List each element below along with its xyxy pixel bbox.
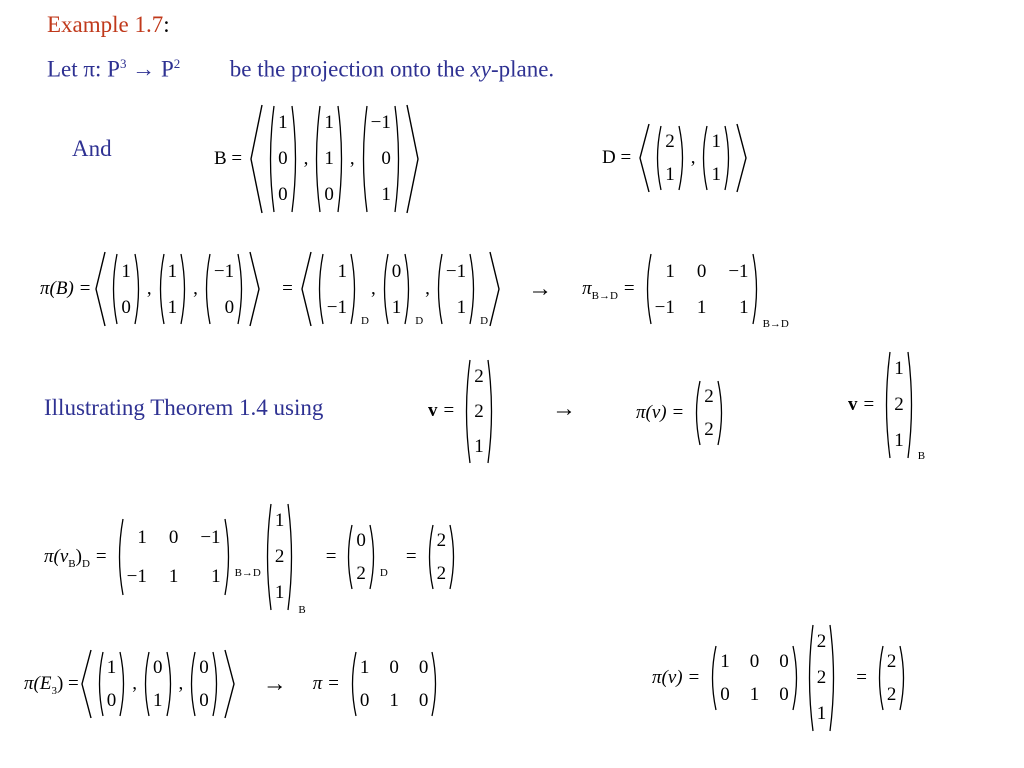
paren-right-icon bbox=[899, 645, 908, 711]
matrix bbox=[115, 518, 233, 596]
matrix-cell: 1 bbox=[456, 296, 467, 318]
column-vector bbox=[109, 253, 143, 325]
matrix-cell: 0 bbox=[199, 656, 209, 678]
matrix-cell: 1 bbox=[211, 565, 221, 587]
pi-b-matrix-eq: = bbox=[623, 278, 635, 299]
matrix-grid bbox=[434, 524, 450, 590]
paren-right-icon bbox=[287, 503, 296, 611]
pi-b-eq: = bbox=[282, 278, 293, 299]
subscript: D bbox=[480, 315, 489, 327]
column-vector bbox=[95, 651, 129, 717]
pi-vb-eq2: = bbox=[325, 546, 337, 567]
comma: , bbox=[425, 278, 430, 299]
paren-left-icon bbox=[156, 253, 165, 325]
matrix-cell: 1 bbox=[816, 703, 827, 724]
paren-left-icon bbox=[699, 125, 708, 191]
title-text: Example 1.7 bbox=[47, 12, 164, 37]
column-vector bbox=[263, 503, 297, 611]
matrix-cell: 1 bbox=[168, 565, 179, 587]
paren-right-icon bbox=[119, 651, 128, 717]
matrix-cell: 1 bbox=[106, 656, 117, 678]
matrix-cell: 1 bbox=[739, 296, 749, 318]
paren-left-icon bbox=[653, 125, 662, 191]
paren-right-icon bbox=[212, 651, 221, 717]
matrix-cell: 0 bbox=[224, 296, 235, 318]
comma: , bbox=[303, 148, 309, 169]
paren-right-icon bbox=[907, 351, 916, 459]
matrix-grid bbox=[717, 645, 792, 711]
column-vector bbox=[315, 253, 359, 325]
matrix-cell: 2 bbox=[886, 650, 897, 672]
angle-right-icon bbox=[223, 648, 237, 720]
matrix-grid bbox=[701, 380, 717, 446]
matrix-cell: 1 bbox=[665, 163, 675, 185]
pi-vb-result-d-sub: D bbox=[379, 567, 388, 579]
matrix-grid bbox=[814, 624, 830, 732]
paren-left-icon bbox=[359, 105, 368, 213]
paren-right-icon bbox=[724, 125, 733, 191]
matrix-cell: 1 bbox=[894, 430, 904, 451]
matrix-cell: 2 bbox=[436, 562, 447, 584]
arrow-2: → bbox=[552, 396, 576, 422]
matrix-cell: 1 bbox=[274, 510, 285, 531]
column-vector bbox=[425, 524, 459, 590]
paren-left-icon bbox=[380, 253, 389, 325]
final-vector bbox=[803, 624, 841, 732]
paren-left-icon bbox=[805, 624, 814, 732]
pi-vb-vector bbox=[261, 503, 299, 611]
pi-vb-matrix-sub: B→D bbox=[234, 567, 261, 579]
final-matrix bbox=[706, 645, 803, 711]
matrix-cell: 0 bbox=[779, 683, 789, 705]
matrix-cell: 0 bbox=[153, 656, 163, 678]
v-def-label: v bbox=[428, 400, 438, 421]
matrix-cell: 1 bbox=[749, 683, 760, 705]
matrix-grid bbox=[118, 253, 134, 325]
pi-b-matrix-sub: B→D bbox=[762, 318, 789, 330]
paren-left-icon bbox=[643, 253, 652, 325]
pi-vb-result bbox=[423, 524, 461, 590]
angle-right-icon bbox=[735, 122, 749, 194]
matrix-cell: 2 bbox=[474, 365, 484, 387]
matrix-cell: −1 bbox=[213, 260, 235, 282]
subscript: D bbox=[415, 315, 424, 327]
matrix-grid bbox=[124, 518, 224, 596]
angle-left-icon bbox=[248, 103, 264, 215]
column-vector bbox=[380, 253, 414, 325]
matrix-cell: 1 bbox=[337, 260, 348, 282]
matrix-cell: 0 bbox=[359, 689, 370, 711]
paren-left-icon bbox=[692, 380, 701, 446]
matrix-grid bbox=[275, 105, 291, 213]
v-b-eq: = bbox=[863, 394, 875, 415]
matrix-cell: 0 bbox=[418, 689, 429, 711]
basis-b-vectors bbox=[264, 105, 405, 213]
final-row bbox=[652, 622, 910, 734]
matrix-cell: 0 bbox=[324, 184, 334, 205]
basis-d-label: D = bbox=[602, 147, 632, 168]
matrix-cell: 1 bbox=[711, 130, 721, 152]
paren-left-icon bbox=[109, 253, 118, 325]
matrix-cell: 1 bbox=[720, 650, 730, 672]
matrix-cell: 0 bbox=[696, 260, 707, 282]
paren-right-icon bbox=[752, 253, 761, 325]
title-colon: : bbox=[163, 12, 170, 37]
matrix-cell: 0 bbox=[168, 526, 179, 548]
v-def-eq: = bbox=[443, 400, 455, 421]
matrix-cell: 1 bbox=[696, 296, 707, 318]
comma: , bbox=[132, 673, 137, 694]
paren-left-icon bbox=[95, 651, 104, 717]
matrix-cell: −1 bbox=[126, 565, 147, 587]
paren-left-icon bbox=[875, 645, 884, 711]
matrix-cell: 1 bbox=[153, 689, 163, 711]
final-eq: = bbox=[856, 667, 867, 688]
comma: , bbox=[146, 278, 152, 299]
matrix-grid bbox=[443, 253, 469, 325]
matrix-cell: 2 bbox=[816, 631, 827, 652]
matrix-grid bbox=[165, 253, 181, 325]
pi-e3-matrix bbox=[346, 651, 443, 717]
pi-e3-pi-label: π = bbox=[312, 673, 340, 694]
matrix-grid bbox=[389, 253, 405, 325]
matrix-grid bbox=[321, 105, 337, 213]
matrix-grid bbox=[104, 651, 120, 717]
matrix-cell: 2 bbox=[894, 394, 904, 415]
matrix-cell: 2 bbox=[474, 400, 484, 422]
matrix-cell: 2 bbox=[665, 130, 675, 152]
paren-left-icon bbox=[434, 253, 443, 325]
matrix-cell: 0 bbox=[779, 650, 789, 672]
comma: , bbox=[349, 148, 355, 169]
pi-v bbox=[636, 380, 728, 446]
v-b bbox=[848, 350, 925, 460]
column-vector bbox=[434, 253, 478, 325]
matrix-cell: 2 bbox=[274, 546, 285, 567]
matrix-grid bbox=[368, 105, 394, 213]
paren-left-icon bbox=[462, 359, 471, 464]
matrix-cell: −1 bbox=[445, 260, 467, 282]
paren-left-icon bbox=[312, 105, 321, 213]
matrix-grid bbox=[662, 125, 678, 191]
column-vector bbox=[653, 125, 687, 191]
angle-left-icon bbox=[93, 250, 107, 328]
matrix-cell: 0 bbox=[418, 656, 429, 678]
matrix-cell: 0 bbox=[391, 260, 402, 282]
subscript: D bbox=[361, 315, 369, 327]
paren-right-icon bbox=[166, 651, 175, 717]
intro-sup1: 3 bbox=[119, 56, 127, 71]
pi-b-matrix-label-sub: B→D bbox=[591, 290, 618, 302]
angle-left-icon bbox=[299, 250, 313, 328]
paren-right-icon bbox=[337, 105, 346, 213]
matrix-cell: 1 bbox=[894, 358, 904, 379]
intro-tail: be the projection onto the bbox=[229, 56, 471, 82]
column-vector bbox=[882, 351, 916, 459]
paren-left-icon bbox=[141, 651, 150, 717]
pi-vb-eq: = bbox=[95, 546, 107, 567]
matrix-grid bbox=[652, 253, 752, 325]
paren-right-icon bbox=[431, 651, 440, 717]
pi-b-arrow: → bbox=[528, 275, 553, 302]
pi-vb-result-d bbox=[342, 524, 380, 590]
matrix-cell: 1 bbox=[167, 260, 178, 282]
paren-left-icon bbox=[708, 645, 717, 711]
matrix bbox=[643, 253, 761, 325]
pi-v-vector bbox=[690, 380, 728, 446]
column-vector bbox=[699, 125, 733, 191]
matrix-grid bbox=[272, 503, 288, 611]
matrix-cell: 0 bbox=[106, 689, 117, 711]
matrix-cell: 1 bbox=[274, 582, 285, 603]
pi-vb-label-sub: B bbox=[68, 558, 76, 570]
matrix-cell: −1 bbox=[326, 296, 348, 318]
v-b-vector bbox=[880, 351, 918, 459]
matrix-cell: 1 bbox=[278, 112, 288, 133]
matrix-grid bbox=[708, 125, 724, 191]
matrix-grid bbox=[150, 651, 166, 717]
comma: , bbox=[690, 147, 696, 168]
paren-right-icon bbox=[717, 380, 726, 446]
column-vector bbox=[462, 359, 496, 464]
matrix-cell: 2 bbox=[816, 667, 827, 688]
pi-e3-label-sub: 3 bbox=[51, 685, 57, 697]
matrix-grid bbox=[324, 253, 350, 325]
intro-prefix: Let π: P bbox=[47, 56, 120, 82]
matrix-cell: 2 bbox=[704, 418, 714, 440]
paren-right-icon bbox=[678, 125, 687, 191]
basis-d-vectors bbox=[651, 125, 735, 191]
matrix-cell: 0 bbox=[199, 689, 209, 711]
paren-right-icon bbox=[180, 253, 189, 325]
intro-arrow: → P bbox=[126, 56, 174, 82]
matrix-cell: 1 bbox=[324, 112, 334, 133]
matrix-cell: 1 bbox=[381, 184, 391, 205]
v-b-sub: B bbox=[917, 450, 926, 462]
matrix-cell: 2 bbox=[356, 562, 366, 584]
final-label: π(v) = bbox=[652, 667, 701, 688]
paren-right-icon bbox=[134, 253, 143, 325]
matrix-cell: 2 bbox=[436, 529, 447, 551]
column-vector bbox=[141, 651, 175, 717]
paren-left-icon bbox=[425, 524, 434, 590]
comma: , bbox=[178, 673, 184, 694]
matrix-grid bbox=[471, 359, 487, 464]
matrix-cell: 0 bbox=[356, 529, 366, 551]
paren-right-icon bbox=[792, 645, 801, 711]
pi-e3-arrow: → bbox=[262, 670, 287, 697]
matrix-cell: 1 bbox=[359, 656, 370, 678]
column-vector bbox=[202, 253, 246, 325]
intro-italic: xy bbox=[470, 56, 491, 82]
column-vector bbox=[312, 105, 346, 213]
column-vector bbox=[266, 105, 300, 213]
column-vector bbox=[156, 253, 190, 325]
paren-left-icon bbox=[315, 253, 324, 325]
matrix-grid bbox=[891, 351, 907, 459]
matrix-cell: 0 bbox=[749, 650, 760, 672]
pi-b-vectors bbox=[107, 253, 248, 325]
basis-b-label: B = bbox=[214, 148, 243, 169]
illustrating-text: Illustrating Theorem 1.4 using bbox=[44, 395, 324, 420]
matrix-cell: 0 bbox=[389, 656, 399, 678]
pi-b-label: π(B) = bbox=[40, 278, 92, 299]
v-def bbox=[428, 358, 498, 464]
paren-right-icon bbox=[237, 253, 246, 325]
paren-left-icon bbox=[263, 503, 272, 611]
paren-right-icon bbox=[369, 524, 378, 590]
slide-title bbox=[47, 12, 170, 38]
v-def-vector bbox=[460, 359, 498, 464]
paren-left-icon bbox=[115, 518, 124, 596]
column-vector bbox=[344, 524, 378, 590]
pi-vb-label-sub2: D bbox=[81, 558, 90, 570]
paren-right-icon bbox=[394, 105, 403, 213]
final-result bbox=[873, 645, 911, 711]
paren-right-icon bbox=[224, 518, 233, 596]
and-label: And bbox=[72, 136, 112, 161]
pi-b-matrix-label: π bbox=[582, 278, 592, 299]
paren-left-icon bbox=[344, 524, 353, 590]
matrix bbox=[708, 645, 801, 711]
pi-vb-matrix bbox=[113, 518, 235, 596]
paren-left-icon bbox=[202, 253, 211, 325]
pi-vb-eq3: = bbox=[405, 546, 417, 567]
paren-right-icon bbox=[469, 253, 478, 325]
matrix-cell: 0 bbox=[381, 148, 391, 169]
angle-left-icon bbox=[79, 648, 93, 720]
column-vector bbox=[187, 651, 221, 717]
paren-right-icon bbox=[404, 253, 413, 325]
matrix-cell: −1 bbox=[728, 260, 749, 282]
matrix-cell: 2 bbox=[886, 683, 897, 705]
angle-right-icon bbox=[488, 250, 502, 328]
column-vector bbox=[805, 624, 839, 732]
pi-vb-vec-sub: B bbox=[298, 604, 306, 616]
paren-right-icon bbox=[291, 105, 300, 213]
paren-left-icon bbox=[348, 651, 357, 717]
matrix-grid bbox=[196, 651, 212, 717]
pi-e3-label-close: ) = bbox=[56, 673, 79, 694]
intro-sup2: 2 bbox=[173, 56, 181, 71]
basis-d bbox=[596, 122, 749, 194]
matrix-cell: 1 bbox=[324, 148, 334, 169]
basis-b bbox=[208, 103, 421, 215]
column-vector bbox=[359, 105, 403, 213]
pi-e3-row bbox=[24, 648, 442, 720]
matrix-grid bbox=[884, 645, 900, 711]
pi-e3-vectors bbox=[93, 651, 223, 717]
intro-line bbox=[47, 56, 554, 83]
paren-right-icon bbox=[350, 253, 359, 325]
matrix-cell: 0 bbox=[720, 683, 730, 705]
matrix-grid bbox=[211, 253, 237, 325]
comma: , bbox=[370, 278, 376, 299]
v-b-label: v bbox=[848, 394, 858, 415]
matrix-cell: −1 bbox=[370, 112, 391, 133]
matrix bbox=[348, 651, 441, 717]
paren-right-icon bbox=[487, 359, 496, 464]
matrix-cell: −1 bbox=[654, 296, 675, 318]
matrix-cell: 1 bbox=[121, 260, 131, 282]
matrix-grid bbox=[353, 524, 369, 590]
matrix-cell: 1 bbox=[391, 296, 402, 318]
paren-left-icon bbox=[187, 651, 196, 717]
matrix-cell: 2 bbox=[704, 385, 714, 407]
angle-left-icon bbox=[637, 122, 651, 194]
pi-e3-label: π(E bbox=[24, 673, 52, 694]
matrix-cell: 1 bbox=[474, 435, 484, 457]
angle-right-icon bbox=[248, 250, 262, 328]
matrix-cell: 1 bbox=[137, 526, 147, 548]
column-vector bbox=[875, 645, 909, 711]
matrix-cell: 1 bbox=[711, 163, 721, 185]
matrix-cell: 0 bbox=[278, 148, 288, 169]
pi-vb-label: π(v bbox=[44, 546, 69, 567]
paren-left-icon bbox=[882, 351, 891, 459]
matrix-grid bbox=[357, 651, 432, 717]
paren-left-icon bbox=[266, 105, 275, 213]
matrix-cell: 1 bbox=[167, 296, 178, 318]
pi-b-row bbox=[40, 250, 789, 328]
paren-right-icon bbox=[449, 524, 458, 590]
matrix-cell: −1 bbox=[200, 526, 221, 548]
matrix-cell: 0 bbox=[121, 296, 131, 318]
column-vector bbox=[692, 380, 726, 446]
matrix-cell: 1 bbox=[665, 260, 675, 282]
matrix-cell: 1 bbox=[389, 689, 399, 711]
paren-right-icon bbox=[829, 624, 838, 732]
pi-vb-row bbox=[44, 500, 460, 614]
matrix-cell: 0 bbox=[278, 184, 288, 205]
comma: , bbox=[193, 278, 198, 299]
pi-b-d-vectors bbox=[313, 253, 488, 325]
angle-right-icon bbox=[405, 103, 421, 215]
pi-b-matrix bbox=[641, 253, 763, 325]
pi-vb-label-close: ) bbox=[75, 546, 82, 567]
intro-end: -plane. bbox=[490, 56, 555, 82]
pi-v-label: π(v) = bbox=[636, 402, 685, 423]
